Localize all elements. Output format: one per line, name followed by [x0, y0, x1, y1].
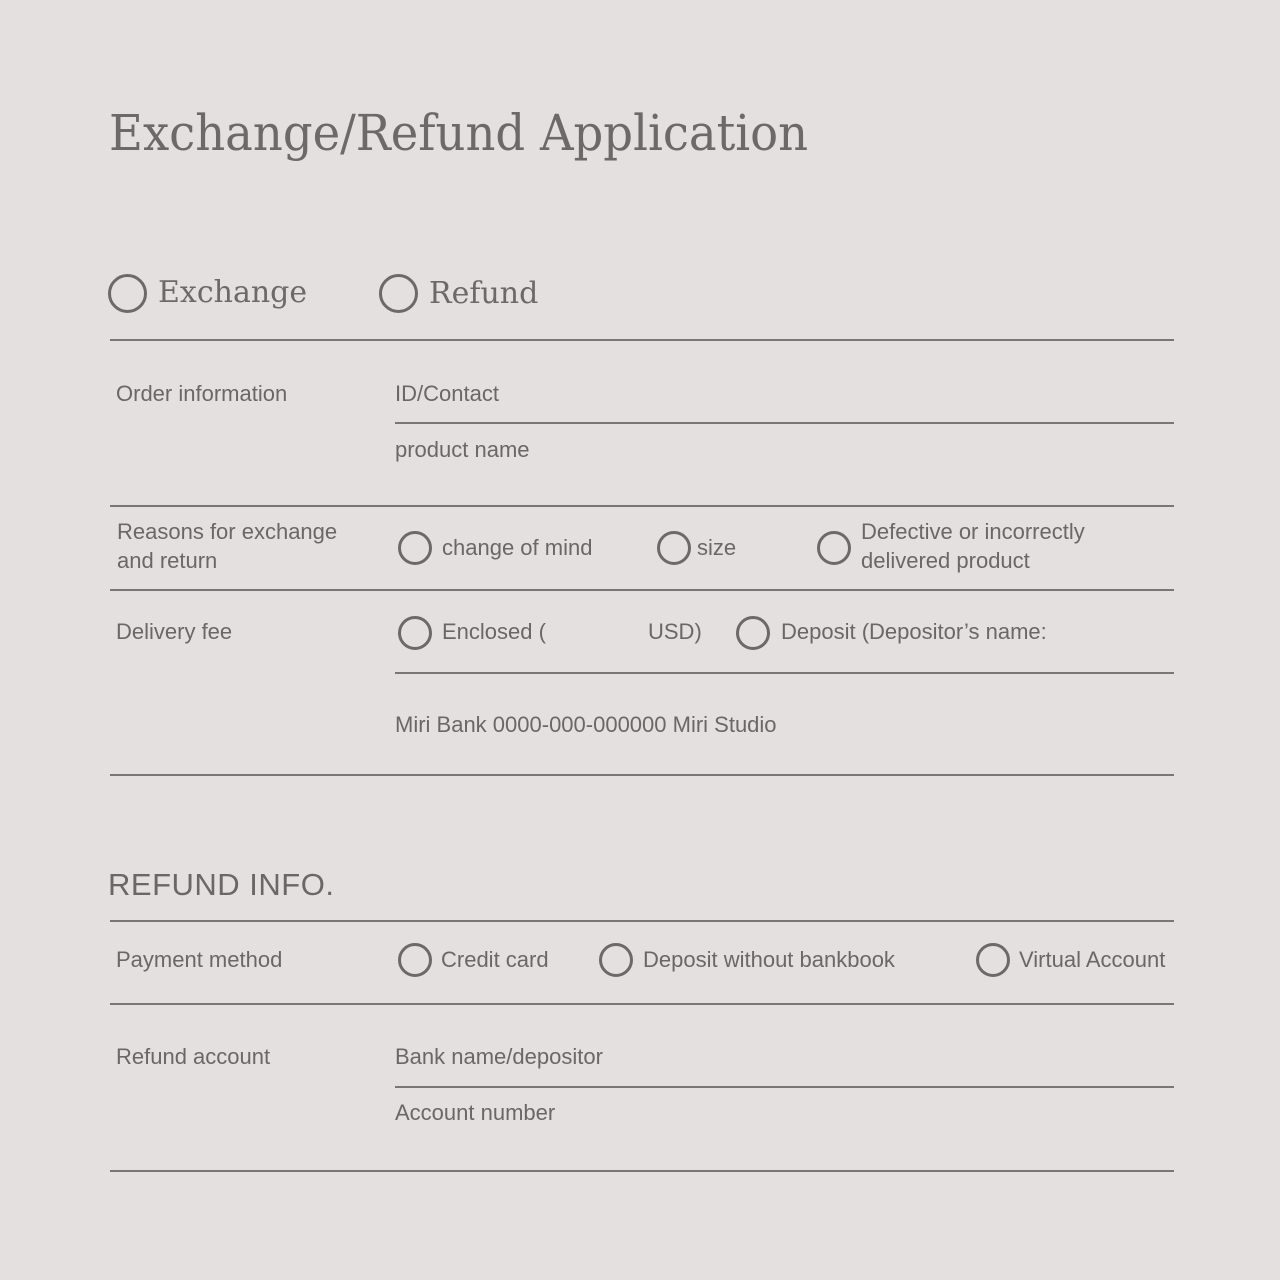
reason-size-label[interactable]: size: [697, 535, 737, 560]
exchange-radio[interactable]: [108, 274, 147, 313]
refund-radio[interactable]: [379, 274, 418, 313]
divider: [110, 589, 1174, 591]
enclosed-currency-label: USD): [648, 619, 702, 644]
reason-change-of-mind-label[interactable]: change of mind: [442, 535, 593, 560]
depositor-name-input[interactable]: [1068, 618, 1168, 647]
divider: [110, 1170, 1174, 1172]
divider: [110, 339, 1174, 341]
account-number-input[interactable]: [395, 1099, 1165, 1128]
field-underline: [395, 422, 1174, 424]
id-contact-input[interactable]: [395, 380, 1165, 409]
bank-name-depositor-input[interactable]: [395, 1043, 1165, 1072]
payment-virtual-account-label[interactable]: Virtual Account: [1019, 947, 1166, 972]
field-underline: [395, 672, 1174, 674]
divider: [110, 505, 1174, 507]
field-underline: [395, 1086, 1174, 1088]
exchange-label[interactable]: Exchange: [158, 275, 308, 310]
divider: [110, 774, 1174, 776]
refund-info-heading: REFUND INFO.: [108, 867, 335, 902]
payment-credit-card-radio[interactable]: [398, 943, 432, 977]
refund-account-label: Refund account: [116, 1044, 271, 1069]
product-name-input[interactable]: [395, 436, 1165, 465]
page-title: Exchange/Refund Application: [109, 104, 809, 162]
payment-method-label: Payment method: [116, 947, 283, 972]
enclosed-label[interactable]: Enclosed (: [442, 619, 546, 644]
divider: [110, 920, 1174, 922]
deposit-radio[interactable]: [736, 616, 770, 650]
deposit-label[interactable]: Deposit (Depositor’s name:: [781, 619, 1047, 644]
reason-defective-label-line1[interactable]: Defective or incorrectly: [861, 519, 1085, 544]
order-information-label: Order information: [116, 381, 288, 406]
delivery-fee-label: Delivery fee: [116, 619, 233, 644]
payment-virtual-account-radio[interactable]: [976, 943, 1010, 977]
payment-credit-card-label[interactable]: Credit card: [441, 947, 549, 972]
reasons-label-line2: and return: [117, 548, 218, 573]
payment-deposit-without-bankbook-label[interactable]: Deposit without bankbook: [643, 947, 895, 972]
reasons-label-line1: Reasons for exchange: [117, 519, 338, 544]
reason-defective-label-line2[interactable]: delivered product: [861, 548, 1030, 573]
enclosed-radio[interactable]: [398, 616, 432, 650]
payment-deposit-without-bankbook-radio[interactable]: [599, 943, 633, 977]
reason-change-of-mind-radio[interactable]: [398, 531, 432, 565]
enclosed-amount-input[interactable]: [560, 618, 640, 647]
divider: [110, 1003, 1174, 1005]
reason-defective-radio[interactable]: [817, 531, 851, 565]
reason-size-radio[interactable]: [657, 531, 691, 565]
refund-label[interactable]: Refund: [429, 276, 539, 311]
bank-account-info: Miri Bank 0000-000-000000 Miri Studio: [395, 712, 777, 737]
